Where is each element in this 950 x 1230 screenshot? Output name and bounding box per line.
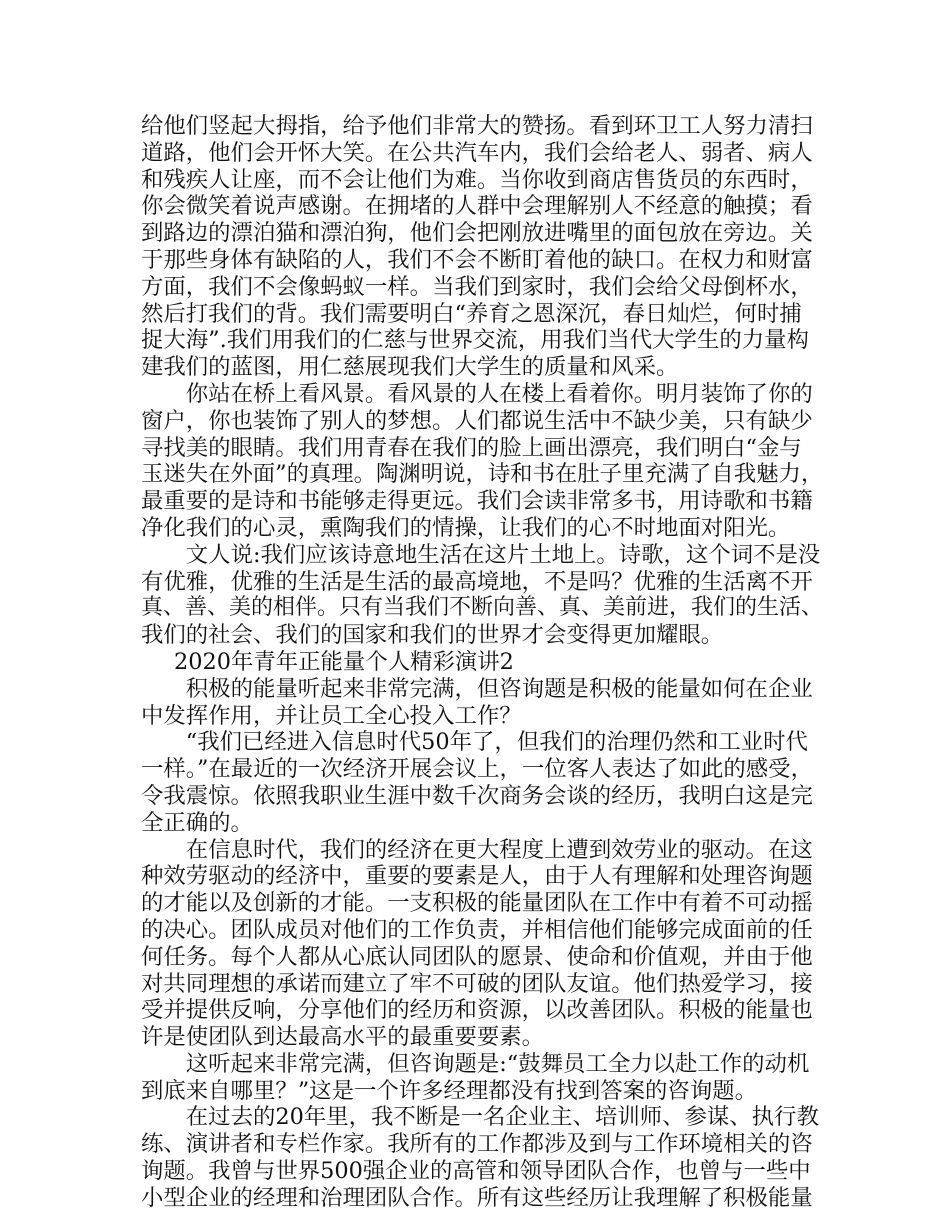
text-line: 文人说:我们应该诗意地生活在这片土地上。诗歌，这个词不是没: [185, 541, 821, 568]
text-line: 于那些身体有缺陷的人，我们不会不断盯着他的缺口。在权力和财富: [141, 246, 813, 273]
text-line: 的决心。团队成员对他们的工作负责，并相信他们能够完成面前的任: [141, 916, 813, 943]
text-line: 最重要的是诗和书能够走得更远。我们会读非常多书，用诗歌和书籍: [141, 488, 813, 515]
text-line: 在信息时代，我们的经济在更大程度上遭到效劳业的驱动。在这: [185, 836, 813, 863]
text-line: 我们的社会、我们的国家和我们的世界才会变得更加耀眼。: [141, 622, 724, 649]
text-line: 的才能以及创新的才能。一支积极的能量团队在工作中有着不可动摇: [141, 890, 813, 917]
text-line: 和残疾人让座，而不会让他们为难。当你收到商店售货员的东西时，: [141, 166, 813, 193]
text-line: 中发挥作用，并让员工全心投入工作？: [141, 702, 522, 729]
text-line: 一样。”在最近的一次经济开展会议上，一位客人表达了如此的感受，: [141, 756, 813, 783]
text-line: 然后打我们的背。我们需要明白“养育之恩深沉，春日灿烂，何时捕: [141, 300, 802, 327]
text-line: 全正确的。: [141, 809, 253, 836]
text-line: 受并提供反响，分享他们的经历和资源，以改善团队。积极的能量也: [141, 997, 813, 1024]
text-line: 到路边的漂泊猫和漂泊狗，他们会把刚放进嘴里的面包放在旁边。关: [141, 220, 813, 247]
text-line: 净化我们的心灵，熏陶我们的情操，让我们的心不时地面对阳光。: [141, 514, 791, 541]
text-line: 方面，我们不会像蚂蚁一样。当我们到家时，我们会给父母倒杯水，: [141, 273, 813, 300]
text-line: 有优雅，优雅的生活是生活的最高境地，不是吗？优雅的生活离不开: [141, 568, 813, 595]
text-line: 在过去的20年里，我不断是一名企业主、培训师、参谋、执行教: [185, 1104, 819, 1131]
text-line: 你会微笑着说声感谢。在拥堵的人群中会理解别人不经意的触摸；看: [141, 193, 813, 220]
text-line: 寻找美的眼睛。我们用青春在我们的脸上画出漂亮，我们明白“金与: [141, 434, 802, 461]
text-line: 练、演讲者和专栏作家。我所有的工作都涉及到与工作环境相关的咨: [141, 1131, 813, 1158]
text-line: 捉大海”.我们用我们的仁慈与世界交流，用我们当代大学生的力量构: [141, 327, 809, 354]
section-heading: 2020年青年正能量个人精彩演讲2: [174, 648, 514, 675]
text-line: 积极的能量听起来非常完满，但咨询题是积极的能量如何在企业: [185, 675, 813, 702]
text-line: 令我震惊。依照我职业生涯中数千次商务会谈的经历，我明白这是完: [141, 782, 813, 809]
text-line: 小型企业的经理和治理团队合作。所有这些经历让我理解了积极能量: [141, 1184, 813, 1211]
text-line: 玉迷失在外面”的真理。陶渊明说，诗和书在肚子里充满了自我魅力，: [141, 461, 824, 488]
text-line: 你站在桥上看风景。看风景的人在楼上看着你。明月装饰了你的: [185, 380, 813, 407]
document-body: [141, 113, 823, 1212]
text-line: “我们已经进入信息时代50年了，但我们的治理仍然和工业时代: [185, 729, 808, 756]
text-line: 种效劳驱动的经济中，重要的要素是人，由于人有理解和处理咨询题: [141, 863, 813, 890]
text-line: 给他们竖起大拇指，给予他们非常大的赞扬。看到环卫工人努力清扫: [141, 113, 813, 139]
text-line: 对共同理想的承诺而建立了牢不可破的团队友谊。他们热爱学习，接: [141, 970, 813, 997]
text-line: 询题。我曾与世界500强企业的高管和领导团队合作，也曾与一些中: [141, 1158, 811, 1185]
text-line: 许是使团队到达最高水平的最重要要素。: [141, 1024, 545, 1051]
text-line: 这听起来非常完满，但咨询题是:“鼓舞员工全力以赴工作的动机: [185, 1050, 810, 1077]
text-line: 何任务。每个人都从心底认同团队的愿景、使命和价值观，并由于他: [141, 943, 813, 970]
text-line: 到底来自哪里？”这是一个许多经理都没有找到答案的咨询题。: [141, 1077, 757, 1104]
text-line: 窗户，你也装饰了别人的梦想。人们都说生活中不缺少美，只有缺少: [141, 407, 813, 434]
text-line: 真、善、美的相伴。只有当我们不断向善、真、美前进，我们的生活、: [141, 595, 824, 621]
text-line: 建我们的蓝图，用仁慈展现我们大学生的质量和风采。: [141, 354, 679, 381]
text-line: 道路，他们会开怀大笑。在公共汽车内，我们会给老人、弱者、病人: [141, 139, 813, 166]
